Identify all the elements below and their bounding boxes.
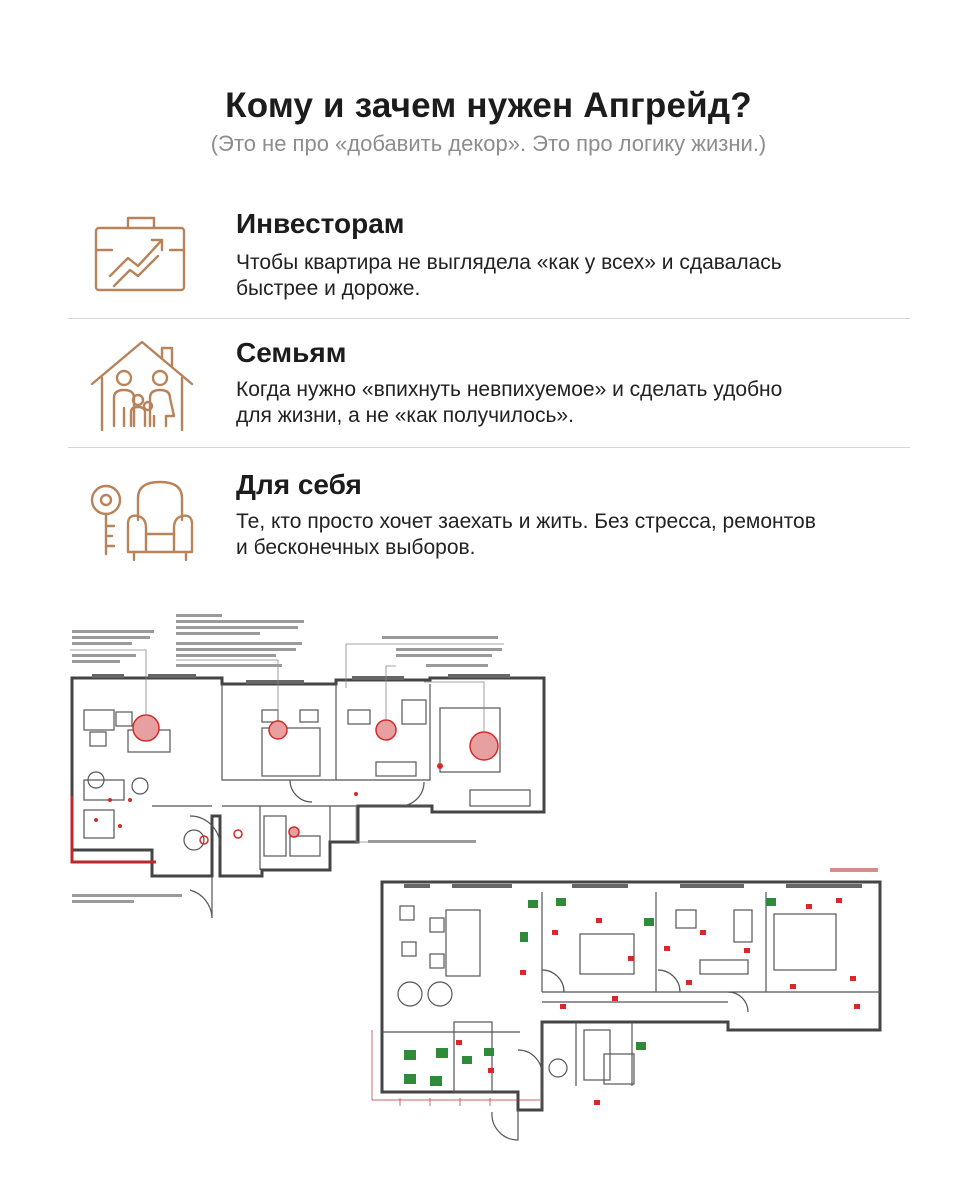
self-heading: Для себя [236,469,362,500]
house-family-icon [88,336,196,436]
investors-heading: Инвесторам [236,208,405,239]
key-armchair-icon [88,470,196,570]
investors-description [236,250,896,302]
families-heading: Семьям [236,337,347,368]
floor-plan-electrical [372,882,880,1140]
plan-annotation-text [72,614,502,903]
divider [68,447,910,448]
floor-plans-image [0,600,977,1160]
families-line-1: Когда нужно «впихнуть невпихуемое» и сделать удобно [236,378,783,401]
families-description [236,377,896,429]
lighting-markers [72,715,498,862]
investors-line-2: быстрее и дороже. [236,277,421,300]
page-title: Кому и зачем нужен Апгрейд? [225,86,752,125]
plan-corner-label [830,868,878,872]
briefcase-growth-icon [88,210,196,310]
self-line-1: Те, кто просто хочет заехать и жить. Без стресса, ремонтов [236,510,816,533]
families-line-2: для жизни, а не «как получилось». [236,404,574,427]
self-description [236,509,896,561]
divider [68,318,910,319]
self-line-2: и бесконечных выборов. [236,536,476,559]
page-subtitle: (Это не про «добавить декор». Это про логику жизни.) [210,131,767,156]
investors-line-1: Чтобы квартира не выглядела «как у всех» и сдавалась [236,251,782,274]
